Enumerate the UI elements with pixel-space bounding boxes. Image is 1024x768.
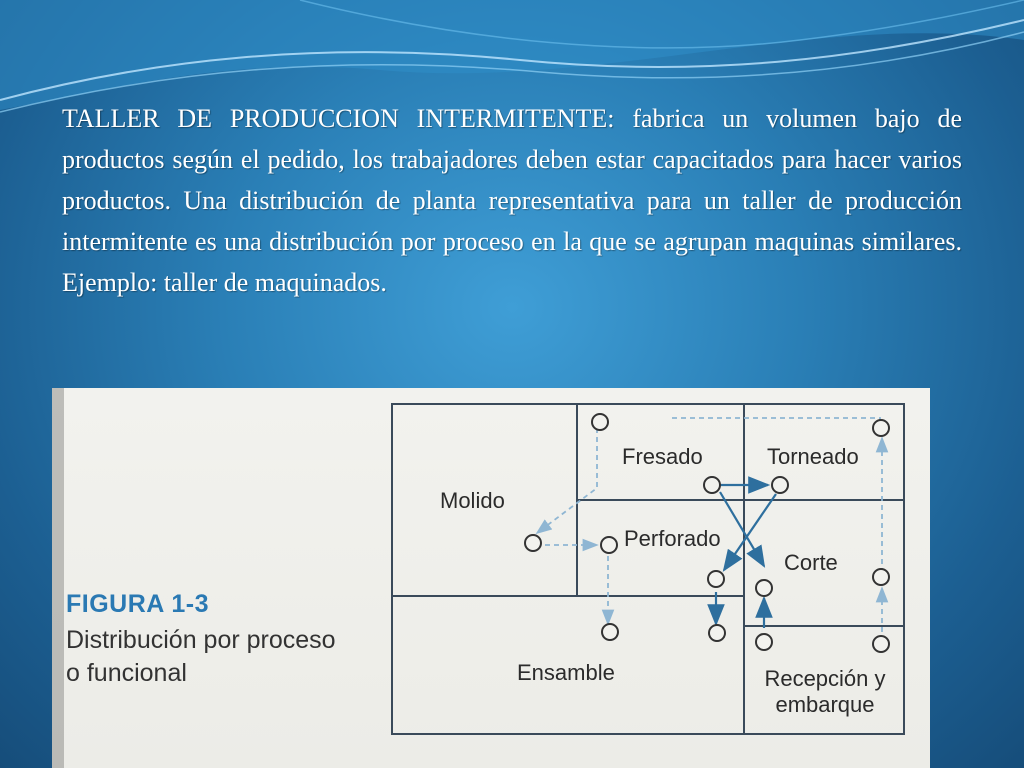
process-layout-figure <box>52 388 930 768</box>
area-label-molido: Molido <box>440 488 505 513</box>
area-label-ensamble: Ensamble <box>517 660 615 685</box>
area-label-torneado: Torneado <box>767 444 859 469</box>
area-label-corte: Corte <box>784 550 838 575</box>
figure-title: FIGURA 1-3 <box>66 590 209 618</box>
slide-body-text: TALLER DE PRODUCCION INTERMITENTE: fabrica un volumen bajo de productos según el pedido, los trabajadores deben estar capacitados para hacer varios productos. Una distribución de planta representativa para un taller de producción intermitente es una distribución por proceso en la que se agrupan maquinas similares. Ejemplo: taller de maquinados. <box>62 104 962 297</box>
area-label-perforado: Perforado <box>624 526 721 551</box>
area-label-fresado: Fresado <box>622 444 703 469</box>
area-label-recepcion: Recepción y embarque <box>764 666 886 717</box>
figure-caption: Distribución por proceso o funcional <box>66 626 336 687</box>
